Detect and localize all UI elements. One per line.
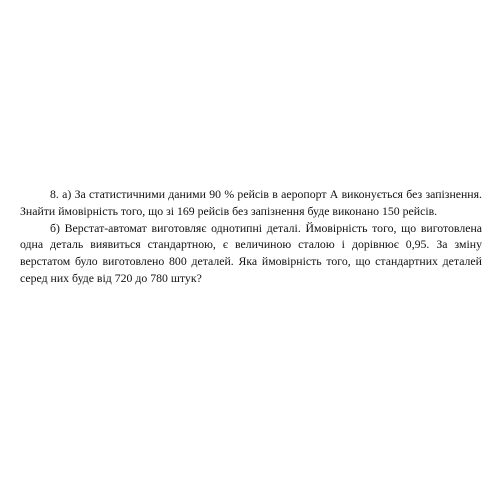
document-body (20, 186, 482, 287)
problem-8-part-b: б) Верстат-автомат виготовляє однотипні деталі. Ймовірність того, що виготовлена одна деталь виявиться стандартною, є величиною сталою і дорівнює 0,95. За зміну верстатом було виготовлено 800 деталей. Яка ймовірність того, що стандартних деталей серед них буде від 720 до 780 штук? (20, 220, 482, 285)
problem-8-part-a: 8. а) За статистичними даними 90 % рейсів в аеропорт А виконується без запізнення. Знайти ймовірність того, що зі 169 рейсів без запізнення буде виконано 150 рейсів. (20, 187, 482, 218)
